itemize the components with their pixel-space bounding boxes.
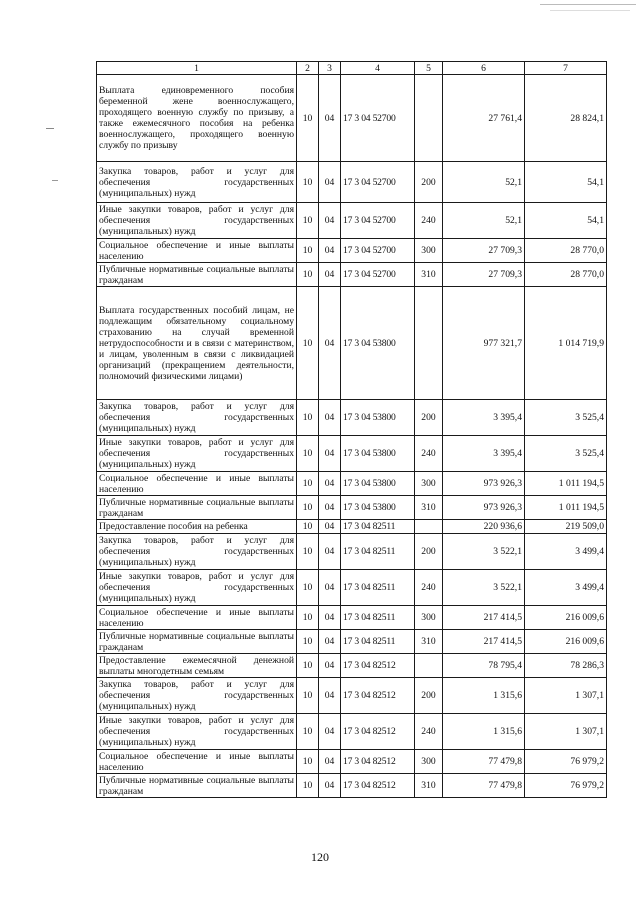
row-name-cell: Предоставление ежемесячной денежной выплаты многодетным семьям	[97, 654, 297, 678]
row-section-cell: 10	[297, 570, 319, 606]
row-name-cell: Социальное обеспечение и иные выплаты населению	[97, 750, 297, 774]
row-name-cell: Закупка товаров, работ и услуг для обеспечения государственных (муниципальных) нужд	[97, 534, 297, 570]
row-name-cell: Закупка товаров, работ и услуг для обеспечения государственных (муниципальных) нужд	[97, 162, 297, 203]
row-expense-type-cell	[415, 654, 443, 678]
row-subsection-cell: 04	[319, 203, 341, 239]
row-amount-year2-cell: 3 499,4	[525, 570, 607, 606]
row-name-cell: Иные закупки товаров, работ и услуг для обеспечения государственных (муниципальных) нужд	[97, 436, 297, 472]
row-expense-type-cell: 240	[415, 436, 443, 472]
row-section-cell: 10	[297, 239, 319, 263]
table-row	[97, 606, 607, 630]
row-subsection-cell: 04	[319, 162, 341, 203]
row-expense-type-cell	[415, 287, 443, 400]
row-section-cell: 10	[297, 750, 319, 774]
row-subsection-cell: 04	[319, 496, 341, 520]
table-row	[97, 162, 607, 203]
row-name-cell: Публичные нормативные социальные выплаты гражданам	[97, 496, 297, 520]
row-amount-year1-cell: 1 315,6	[443, 714, 525, 750]
row-section-cell: 10	[297, 534, 319, 570]
row-target-article-cell: 17 3 04 53800	[341, 400, 415, 436]
row-name-cell: Закупка товаров, работ и услуг для обеспечения государственных (муниципальных) нужд	[97, 678, 297, 714]
scan-margin-mark	[46, 128, 54, 129]
row-section-cell: 10	[297, 654, 319, 678]
table-row	[97, 239, 607, 263]
row-expense-type-cell: 300	[415, 750, 443, 774]
row-section-cell: 10	[297, 400, 319, 436]
row-section-cell: 10	[297, 714, 319, 750]
row-expense-type-cell: 310	[415, 496, 443, 520]
row-subsection-cell: 04	[319, 520, 341, 534]
header-col-1: 1	[97, 62, 297, 75]
row-target-article-cell: 17 3 04 53800	[341, 436, 415, 472]
table-row	[97, 630, 607, 654]
row-name-cell: Иные закупки товаров, работ и услуг для обеспечения государственных (муниципальных) нужд	[97, 570, 297, 606]
row-target-article-cell: 17 3 04 52700	[341, 203, 415, 239]
row-target-article-cell: 17 3 04 82511	[341, 606, 415, 630]
row-amount-year1-cell: 973 926,3	[443, 496, 525, 520]
row-subsection-cell: 04	[319, 239, 341, 263]
row-name-cell: Иные закупки товаров, работ и услуг для обеспечения государственных (муниципальных) нужд	[97, 714, 297, 750]
table-row	[97, 714, 607, 750]
table-row	[97, 400, 607, 436]
table-row	[97, 570, 607, 606]
row-amount-year2-cell: 3 525,4	[525, 436, 607, 472]
row-expense-type-cell: 300	[415, 472, 443, 496]
table-row	[97, 496, 607, 520]
row-name-cell: Социальное обеспечение и иные выплаты населению	[97, 239, 297, 263]
scan-top-rule	[540, 4, 636, 5]
row-expense-type-cell: 240	[415, 714, 443, 750]
row-subsection-cell: 04	[319, 678, 341, 714]
row-amount-year2-cell: 219 509,0	[525, 520, 607, 534]
row-amount-year1-cell: 78 795,4	[443, 654, 525, 678]
row-subsection-cell: 04	[319, 654, 341, 678]
row-target-article-cell: 17 3 04 53800	[341, 472, 415, 496]
table-row	[97, 750, 607, 774]
row-name-cell: Публичные нормативные социальные выплаты гражданам	[97, 774, 297, 798]
row-subsection-cell: 04	[319, 75, 341, 162]
row-amount-year1-cell: 77 479,8	[443, 750, 525, 774]
row-subsection-cell: 04	[319, 534, 341, 570]
row-amount-year1-cell: 977 321,7	[443, 287, 525, 400]
row-subsection-cell: 04	[319, 774, 341, 798]
scan-top-rule-faint	[550, 10, 630, 11]
row-subsection-cell: 04	[319, 400, 341, 436]
row-amount-year2-cell: 28 770,0	[525, 263, 607, 287]
row-amount-year2-cell: 1 307,1	[525, 678, 607, 714]
row-name-cell: Выплата государственных пособий лицам, не подлежащим обязательному социальному страхованию на случай временной нетрудоспособности и в связи с материнством, и лицам, уволенным в связи с ликвидацией организаций (прекращением деятельности, полномочий физическими лицами)	[97, 287, 297, 400]
row-subsection-cell: 04	[319, 472, 341, 496]
row-target-article-cell: 17 3 04 82512	[341, 750, 415, 774]
row-name-cell: Закупка товаров, работ и услуг для обеспечения государственных (муниципальных) нужд	[97, 400, 297, 436]
row-section-cell: 10	[297, 75, 319, 162]
row-expense-type-cell: 310	[415, 774, 443, 798]
header-col-4: 4	[341, 62, 415, 75]
row-expense-type-cell	[415, 520, 443, 534]
table-row	[97, 678, 607, 714]
row-section-cell: 10	[297, 678, 319, 714]
row-target-article-cell: 17 3 04 53800	[341, 496, 415, 520]
header-col-3: 3	[319, 62, 341, 75]
row-section-cell: 10	[297, 436, 319, 472]
row-amount-year2-cell: 54,1	[525, 203, 607, 239]
row-amount-year1-cell: 3 395,4	[443, 400, 525, 436]
row-amount-year1-cell: 77 479,8	[443, 774, 525, 798]
row-target-article-cell: 17 3 04 82511	[341, 570, 415, 606]
row-amount-year1-cell: 217 414,5	[443, 606, 525, 630]
row-amount-year2-cell: 3 525,4	[525, 400, 607, 436]
row-amount-year1-cell: 52,1	[443, 162, 525, 203]
row-name-cell: Иные закупки товаров, работ и услуг для обеспечения государственных (муниципальных) нужд	[97, 203, 297, 239]
row-amount-year2-cell: 1 014 719,9	[525, 287, 607, 400]
row-amount-year2-cell: 54,1	[525, 162, 607, 203]
row-section-cell: 10	[297, 496, 319, 520]
row-section-cell: 10	[297, 287, 319, 400]
row-subsection-cell: 04	[319, 263, 341, 287]
budget-table	[96, 61, 607, 798]
row-target-article-cell: 17 3 04 53800	[341, 287, 415, 400]
row-target-article-cell: 17 3 04 52700	[341, 75, 415, 162]
row-amount-year1-cell: 27 709,3	[443, 263, 525, 287]
row-amount-year1-cell: 27 761,4	[443, 75, 525, 162]
header-col-7: 7	[525, 62, 607, 75]
scan-margin-mark	[52, 180, 58, 181]
row-section-cell: 10	[297, 472, 319, 496]
table-header-row	[97, 62, 607, 75]
row-target-article-cell: 17 3 04 52700	[341, 239, 415, 263]
row-amount-year2-cell: 216 009,6	[525, 630, 607, 654]
row-expense-type-cell: 240	[415, 203, 443, 239]
table-row	[97, 654, 607, 678]
row-amount-year1-cell: 27 709,3	[443, 239, 525, 263]
row-section-cell: 10	[297, 774, 319, 798]
table-row	[97, 472, 607, 496]
row-target-article-cell: 17 3 04 82511	[341, 630, 415, 654]
row-amount-year2-cell: 1 011 194,5	[525, 496, 607, 520]
row-expense-type-cell: 310	[415, 630, 443, 654]
table-row	[97, 287, 607, 400]
row-amount-year1-cell: 3 395,4	[443, 436, 525, 472]
table-row	[97, 436, 607, 472]
row-expense-type-cell: 310	[415, 263, 443, 287]
row-section-cell: 10	[297, 630, 319, 654]
row-name-cell: Социальное обеспечение и иные выплаты населению	[97, 472, 297, 496]
row-name-cell: Публичные нормативные социальные выплаты гражданам	[97, 263, 297, 287]
row-section-cell: 10	[297, 203, 319, 239]
row-expense-type-cell: 240	[415, 570, 443, 606]
row-subsection-cell: 04	[319, 436, 341, 472]
table-row	[97, 520, 607, 534]
row-expense-type-cell: 200	[415, 400, 443, 436]
row-amount-year2-cell: 1 307,1	[525, 714, 607, 750]
header-col-5: 5	[415, 62, 443, 75]
row-expense-type-cell: 300	[415, 239, 443, 263]
row-amount-year1-cell: 3 522,1	[443, 534, 525, 570]
page-number: 120	[311, 850, 329, 864]
row-amount-year1-cell: 52,1	[443, 203, 525, 239]
row-subsection-cell: 04	[319, 606, 341, 630]
row-amount-year2-cell: 28 824,1	[525, 75, 607, 162]
table-row	[97, 203, 607, 239]
row-amount-year2-cell: 216 009,6	[525, 606, 607, 630]
row-amount-year1-cell: 220 936,6	[443, 520, 525, 534]
row-amount-year1-cell: 1 315,6	[443, 678, 525, 714]
row-section-cell: 10	[297, 606, 319, 630]
header-col-6: 6	[443, 62, 525, 75]
row-name-cell: Выплата единовременного пособия беременной жене военнослужащего, проходящего военную службу по призыву, а также ежемесячного пособия на ребенка военнослужащего, проходящего военную службу по призыву	[97, 75, 297, 162]
row-name-cell: Предоставление пособия на ребенка	[97, 520, 297, 534]
row-expense-type-cell: 300	[415, 606, 443, 630]
row-subsection-cell: 04	[319, 750, 341, 774]
row-amount-year2-cell: 28 770,0	[525, 239, 607, 263]
row-amount-year1-cell: 973 926,3	[443, 472, 525, 496]
row-subsection-cell: 04	[319, 287, 341, 400]
row-subsection-cell: 04	[319, 630, 341, 654]
table-row	[97, 75, 607, 162]
row-subsection-cell: 04	[319, 714, 341, 750]
row-target-article-cell: 17 3 04 82512	[341, 774, 415, 798]
row-subsection-cell: 04	[319, 570, 341, 606]
row-expense-type-cell: 200	[415, 162, 443, 203]
row-expense-type-cell: 200	[415, 678, 443, 714]
row-target-article-cell: 17 3 04 82511	[341, 520, 415, 534]
row-target-article-cell: 17 3 04 82511	[341, 534, 415, 570]
table-row	[97, 774, 607, 798]
row-amount-year2-cell: 78 286,3	[525, 654, 607, 678]
row-amount-year2-cell: 76 979,2	[525, 750, 607, 774]
table-row	[97, 263, 607, 287]
row-section-cell: 10	[297, 263, 319, 287]
row-expense-type-cell	[415, 75, 443, 162]
row-target-article-cell: 17 3 04 82512	[341, 678, 415, 714]
row-target-article-cell: 17 3 04 82512	[341, 654, 415, 678]
row-name-cell: Социальное обеспечение и иные выплаты населению	[97, 606, 297, 630]
row-amount-year1-cell: 3 522,1	[443, 570, 525, 606]
row-amount-year2-cell: 3 499,4	[525, 534, 607, 570]
row-target-article-cell: 17 3 04 82512	[341, 714, 415, 750]
row-amount-year2-cell: 76 979,2	[525, 774, 607, 798]
row-section-cell: 10	[297, 162, 319, 203]
row-target-article-cell: 17 3 04 52700	[341, 162, 415, 203]
table-row	[97, 534, 607, 570]
row-expense-type-cell: 200	[415, 534, 443, 570]
row-section-cell: 10	[297, 520, 319, 534]
row-amount-year1-cell: 217 414,5	[443, 630, 525, 654]
row-amount-year2-cell: 1 011 194,5	[525, 472, 607, 496]
header-col-2: 2	[297, 62, 319, 75]
row-name-cell: Публичные нормативные социальные выплаты гражданам	[97, 630, 297, 654]
row-target-article-cell: 17 3 04 52700	[341, 263, 415, 287]
